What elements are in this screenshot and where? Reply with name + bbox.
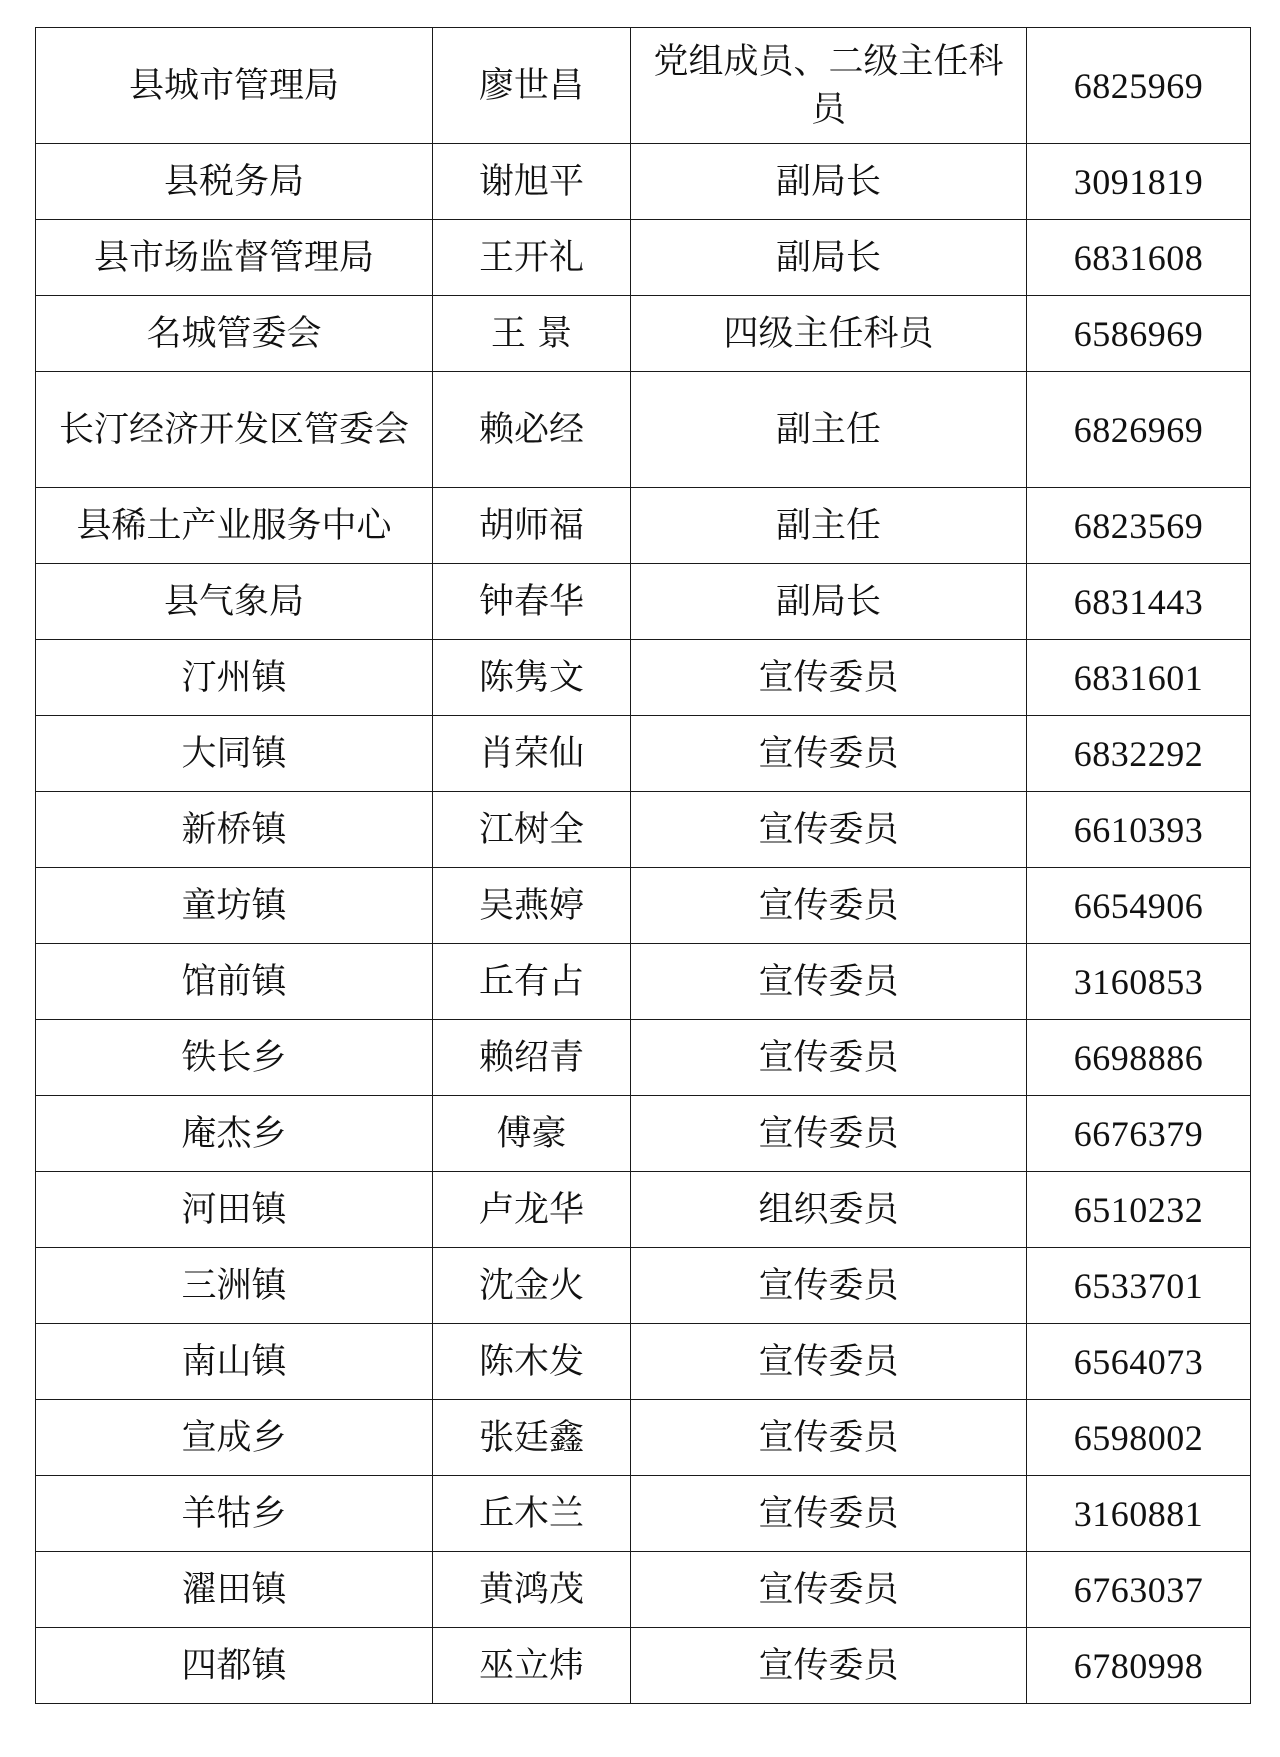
name-cell: 肖荣仙 <box>433 716 631 792</box>
title-cell: 副主任 <box>631 488 1027 564</box>
title-cell: 宣传委员 <box>631 868 1027 944</box>
unit-cell: 宣成乡 <box>36 1400 433 1476</box>
unit-cell: 长汀经济开发区管委会 <box>36 372 433 488</box>
phone-cell: 6564073 <box>1027 1324 1251 1400</box>
title-cell: 宣传委员 <box>631 1248 1027 1324</box>
title-cell: 宣传委员 <box>631 1476 1027 1552</box>
title-cell: 宣传委员 <box>631 792 1027 868</box>
title-cell: 宣传委员 <box>631 716 1027 792</box>
unit-cell: 四都镇 <box>36 1628 433 1704</box>
unit-cell: 县城市管理局 <box>36 28 433 144</box>
unit-cell: 南山镇 <box>36 1324 433 1400</box>
phone-cell: 3091819 <box>1027 144 1251 220</box>
unit-cell: 汀州镇 <box>36 640 433 716</box>
table-row <box>36 1096 1251 1172</box>
table-row <box>36 144 1251 220</box>
name-cell: 廖世昌 <box>433 28 631 144</box>
title-cell: 副局长 <box>631 220 1027 296</box>
name-cell: 丘木兰 <box>433 1476 631 1552</box>
phone-cell: 6823569 <box>1027 488 1251 564</box>
name-cell: 谢旭平 <box>433 144 631 220</box>
contact-table <box>35 27 1251 1704</box>
phone-cell: 6831608 <box>1027 220 1251 296</box>
name-cell: 陈隽文 <box>433 640 631 716</box>
phone-cell: 6825969 <box>1027 28 1251 144</box>
table-row <box>36 792 1251 868</box>
unit-cell: 县市场监督管理局 <box>36 220 433 296</box>
name-cell: 赖绍青 <box>433 1020 631 1096</box>
title-cell: 党组成员、二级主任科员 <box>631 28 1027 144</box>
phone-cell: 3160881 <box>1027 1476 1251 1552</box>
phone-cell: 6676379 <box>1027 1096 1251 1172</box>
unit-cell: 三洲镇 <box>36 1248 433 1324</box>
phone-cell: 6598002 <box>1027 1400 1251 1476</box>
name-cell: 张廷鑫 <box>433 1400 631 1476</box>
name-cell: 巫立炜 <box>433 1628 631 1704</box>
table-row <box>36 1628 1251 1704</box>
table-row <box>36 640 1251 716</box>
title-cell: 组织委员 <box>631 1172 1027 1248</box>
name-cell: 王开礼 <box>433 220 631 296</box>
name-cell: 钟春华 <box>433 564 631 640</box>
table-row <box>36 1172 1251 1248</box>
title-cell: 宣传委员 <box>631 640 1027 716</box>
phone-cell: 6831601 <box>1027 640 1251 716</box>
name-cell: 卢龙华 <box>433 1172 631 1248</box>
title-cell: 宣传委员 <box>631 1400 1027 1476</box>
title-cell: 四级主任科员 <box>631 296 1027 372</box>
table-row <box>36 1552 1251 1628</box>
phone-cell: 3160853 <box>1027 944 1251 1020</box>
name-cell: 沈金火 <box>433 1248 631 1324</box>
phone-cell: 6698886 <box>1027 1020 1251 1096</box>
name-cell: 傅豪 <box>433 1096 631 1172</box>
unit-cell: 大同镇 <box>36 716 433 792</box>
phone-cell: 6533701 <box>1027 1248 1251 1324</box>
table-row <box>36 944 1251 1020</box>
table-row <box>36 868 1251 944</box>
phone-cell: 6831443 <box>1027 564 1251 640</box>
name-cell: 丘有占 <box>433 944 631 1020</box>
table-row <box>36 1476 1251 1552</box>
table-row <box>36 28 1251 144</box>
unit-cell: 河田镇 <box>36 1172 433 1248</box>
unit-cell: 童坊镇 <box>36 868 433 944</box>
table-row <box>36 296 1251 372</box>
name-cell: 黄鸿茂 <box>433 1552 631 1628</box>
table-row <box>36 564 1251 640</box>
unit-cell: 馆前镇 <box>36 944 433 1020</box>
table-row <box>36 716 1251 792</box>
table-row <box>36 372 1251 488</box>
title-cell: 副局长 <box>631 144 1027 220</box>
phone-cell: 6832292 <box>1027 716 1251 792</box>
table-row <box>36 1324 1251 1400</box>
title-cell: 宣传委员 <box>631 1552 1027 1628</box>
name-cell: 江树全 <box>433 792 631 868</box>
name-cell: 王 景 <box>433 296 631 372</box>
title-cell: 副主任 <box>631 372 1027 488</box>
contact-table-container <box>35 27 1250 1704</box>
table-row <box>36 1248 1251 1324</box>
phone-cell: 6826969 <box>1027 372 1251 488</box>
table-row <box>36 1020 1251 1096</box>
phone-cell: 6586969 <box>1027 296 1251 372</box>
unit-cell: 县税务局 <box>36 144 433 220</box>
phone-cell: 6763037 <box>1027 1552 1251 1628</box>
table-row <box>36 1400 1251 1476</box>
phone-cell: 6610393 <box>1027 792 1251 868</box>
title-cell: 宣传委员 <box>631 1628 1027 1704</box>
unit-cell: 名城管委会 <box>36 296 433 372</box>
name-cell: 胡师福 <box>433 488 631 564</box>
title-cell: 副局长 <box>631 564 1027 640</box>
table-row <box>36 488 1251 564</box>
table-row <box>36 220 1251 296</box>
unit-cell: 县稀土产业服务中心 <box>36 488 433 564</box>
title-cell: 宣传委员 <box>631 1324 1027 1400</box>
phone-cell: 6510232 <box>1027 1172 1251 1248</box>
phone-cell: 6780998 <box>1027 1628 1251 1704</box>
unit-cell: 羊牯乡 <box>36 1476 433 1552</box>
phone-cell: 6654906 <box>1027 868 1251 944</box>
unit-cell: 新桥镇 <box>36 792 433 868</box>
title-cell: 宣传委员 <box>631 1096 1027 1172</box>
unit-cell: 庵杰乡 <box>36 1096 433 1172</box>
unit-cell: 县气象局 <box>36 564 433 640</box>
name-cell: 赖必经 <box>433 372 631 488</box>
name-cell: 吴燕婷 <box>433 868 631 944</box>
unit-cell: 濯田镇 <box>36 1552 433 1628</box>
unit-cell: 铁长乡 <box>36 1020 433 1096</box>
name-cell: 陈木发 <box>433 1324 631 1400</box>
title-cell: 宣传委员 <box>631 944 1027 1020</box>
title-cell: 宣传委员 <box>631 1020 1027 1096</box>
